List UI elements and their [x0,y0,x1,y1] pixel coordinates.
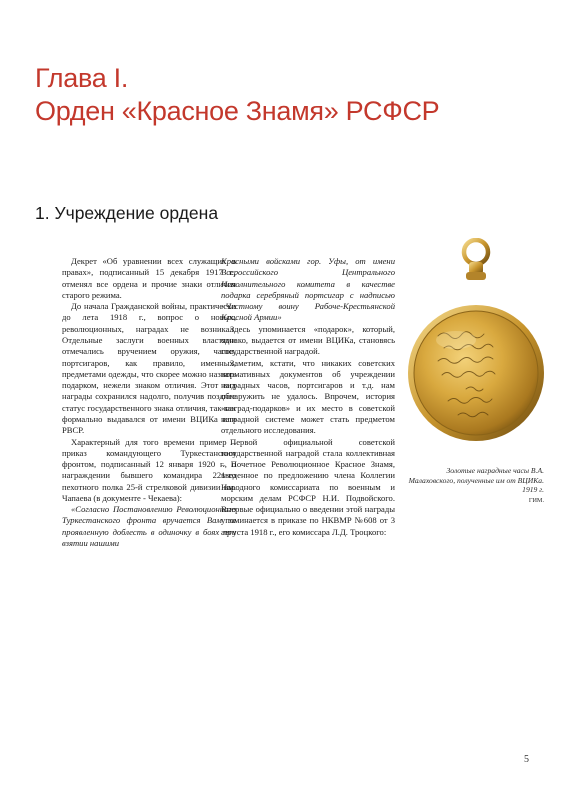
image-caption [408,466,544,505]
paragraph: Первой официальной советской государственной наградой стала коллективная – Почетное Революционное Красное Знамя, введенное по предложению члена Коллегии Народного комиссариата по военным и морским делам РСФСР Н.И. Подвойского. Впервые официально о введении этой награды упоминается в приказе по НКВМР №608 от 3 августа 1918 г., его комиссара Л.Д. Троцкого: [221,436,395,537]
caption-source: ГИМ. [528,496,544,504]
text-column-left [62,256,236,549]
chapter-heading [35,62,439,128]
chapter-title: Орден «Красное Знамя» РСФСР [35,96,440,126]
paragraph: Характерный для того времени пример – приказ командующего Туркестанским фронтом, подписанный 12 января 1920 г., о награждении бывшего командира 221-го пехотного полка 25-й стрелковой дивизии им. Чапаева (в документе - Чекаева): [62,436,236,503]
quote-paragraph: «Согласно Постановлению Революционного Туркестанского фронта вручается Вам за проявленную доблесть в одиночку в боях при взятии нашими [62,504,236,549]
gold-pocket-watch-image [408,238,544,460]
paragraph: Заметим, кстати, что никаких советских нормативных документов об учреждении наградных часов, портсигаров и т.д. нам обнаружить не удалось. Впрочем, история «наград-подарков» и их место в советской наградной системе может стать предметом отдельного исследования. [221,357,395,436]
caption-text: Золотые наградные часы В.А. Малаховского, полученные им от ВЦИКа. 1919 г. [408,466,544,495]
paragraph: Здесь упоминается «подарок», который, однако, выдается от имени ВЦИКа, становясь государственной наградой. [221,323,395,357]
quote-continuation: Красными войсками гор. Уфы, от имени Всероссийского Центрального Исполнительного комитета в качестве подарка серебряный портсигар с надписью «Честному воину Рабоче-Крестьянской Красной Армии» [221,256,395,323]
text-column-right [221,256,395,538]
chapter-number: Глава I. [35,63,129,93]
paragraph: Декрет «Об уравнении всех служащих в правах», подписанный 15 декабря 1917 г., отменял все ордена и прочие знаки отличия старого режима. [62,256,236,300]
page-number: 5 [524,754,529,765]
section-title: 1. Учреждение ордена [35,203,219,223]
paragraph: До начала Гражданской войны, практически до лета 1918 г., вопрос о новых, революционных, наградах не возникал. Отдельные заслуги военных властями отмечались вручением оружия, часов, портсигаров, как правило, именных, предметами одежды, что скорее можно назвать подарком, нежели знаком отличия. Этот вид награды сохранился надолго, получив позднее статус государственного знака отличия, так как формально выдавался от имени ВЦИКа или РВСР. [62,301,236,436]
